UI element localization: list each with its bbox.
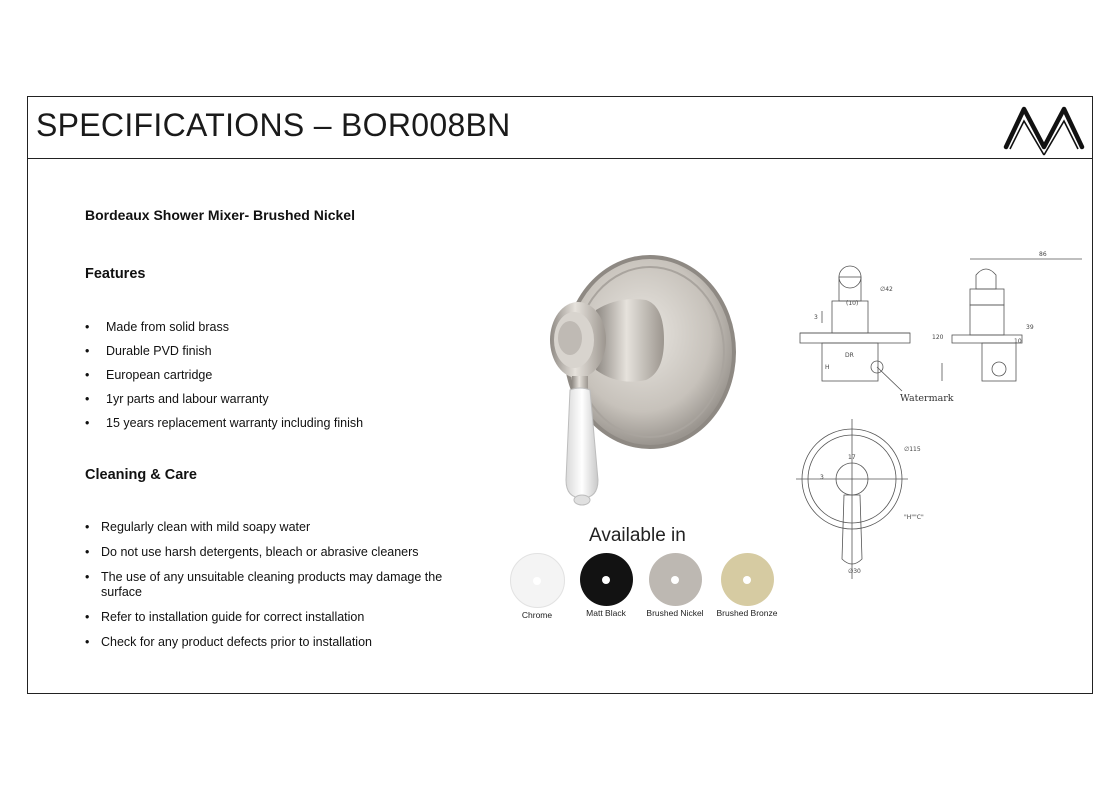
watermark-label: Watermark <box>900 393 954 404</box>
finish-swatch-brushed-nickel <box>640 553 710 618</box>
spec-sheet <box>27 96 1093 694</box>
finish-swatch-chrome <box>502 553 572 620</box>
finish-swatch-matt-black <box>571 553 641 618</box>
dim-label: (10) <box>846 300 859 307</box>
dim-label: 86 <box>1039 251 1047 258</box>
m-monogram-logo <box>1002 101 1086 155</box>
list-item: • Refer to installation guide for correct installation <box>85 610 465 625</box>
brushed-bronze-swatch <box>721 553 774 606</box>
swatch-label: Brushed Nickel <box>646 608 704 618</box>
list-item: • Durable PVD finish <box>85 343 363 367</box>
dim-label: ∅42 <box>880 286 893 293</box>
list-item: • Do not use harsh detergents, bleach or abrasive cleaners <box>85 545 465 560</box>
finish-swatch-brushed-bronze <box>712 553 782 618</box>
features-heading: Features <box>85 266 146 282</box>
list-item: • Regularly clean with mild soapy water <box>85 520 465 535</box>
list-item: • The use of any unsuitable cleaning products may damage the surface <box>85 570 465 600</box>
product-title: Bordeaux Shower Mixer- Brushed Nickel <box>85 207 355 223</box>
dim-label: ∅115 <box>904 446 921 453</box>
matt-black-swatch <box>580 553 633 606</box>
dim-label: "H""C" <box>904 514 924 521</box>
list-item: • European cartridge <box>85 367 363 391</box>
dim-label: 17 <box>848 454 856 461</box>
dim-label: ∅30 <box>848 568 861 575</box>
dim-label: 3 <box>820 474 824 481</box>
header <box>28 97 1092 159</box>
list-item: • 1yr parts and labour warranty <box>85 391 363 415</box>
swatch-label: Matt Black <box>586 608 626 618</box>
dim-label: 120 <box>932 334 944 341</box>
swatch-label: Chrome <box>521 610 553 620</box>
care-list <box>85 520 465 660</box>
dim-label: H <box>825 364 830 371</box>
list-item: • Made from solid brass <box>85 319 363 343</box>
dim-label: DR <box>845 352 854 359</box>
chrome-swatch <box>510 553 565 608</box>
brushed-nickel-swatch <box>649 553 702 606</box>
product-image <box>518 240 718 510</box>
dim-label: 10 <box>1014 338 1022 345</box>
list-item: • 15 years replacement warranty including finish <box>85 415 363 439</box>
list-item: • Check for any product defects prior to installation <box>85 635 465 650</box>
dim-label: 3 <box>814 314 818 321</box>
available-in-heading: Available in <box>589 525 686 546</box>
features-list <box>85 319 363 439</box>
swatch-label: Brushed Bronze <box>716 608 778 618</box>
technical-drawing <box>792 239 1047 579</box>
care-heading: Cleaning & Care <box>85 467 197 483</box>
page-title: SPECIFICATIONS – BOR008BN <box>36 107 511 143</box>
dim-label: 39 <box>1026 324 1034 331</box>
